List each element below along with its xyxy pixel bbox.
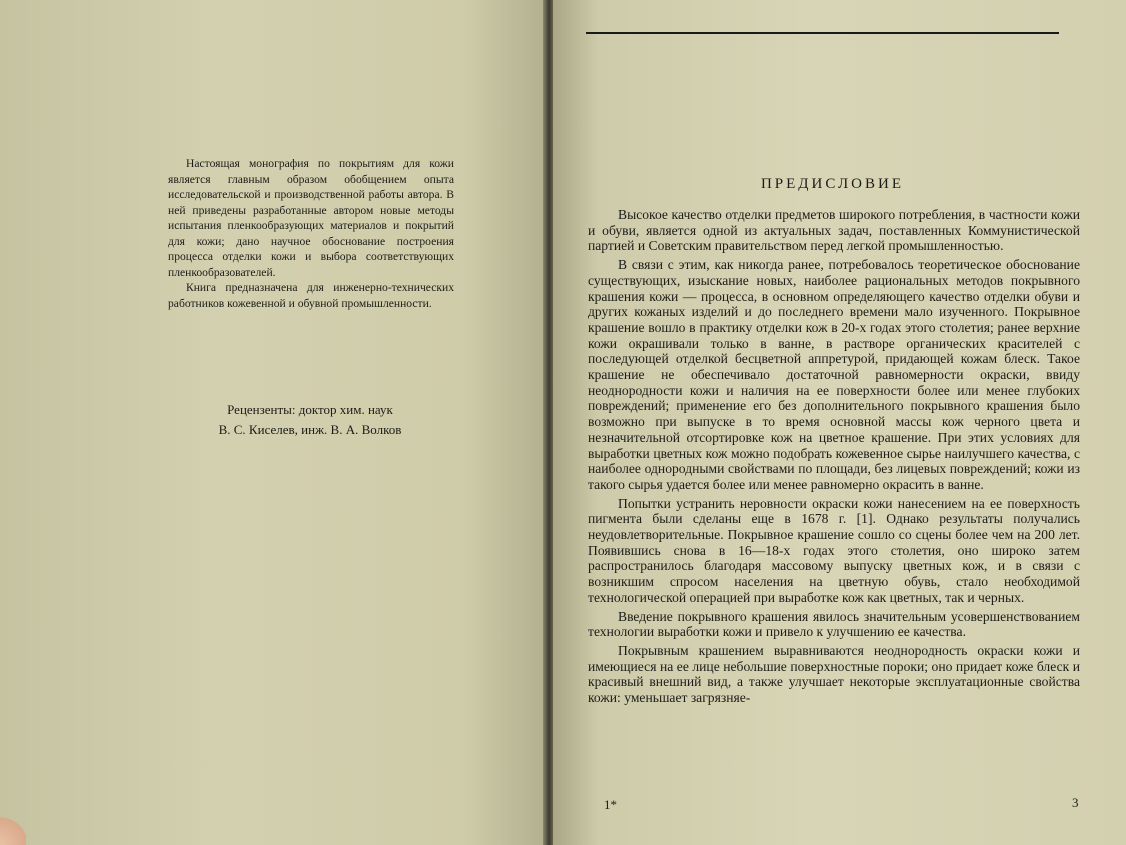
preface-paragraph: Высокое качество отделки предметов широкого потребления, в частности кожи и обуви, является одной из актуальных задач, поставленных Коммунистической партией и Советским правительством перед легкой промышленностью. bbox=[588, 207, 1080, 254]
annotation-paragraph: Настоящая монография по покрытиям для кожи является главным образом обобщением опыта исследовательской и производственной работы автора. В ней приведены разработанные автором новые методы испытания пленкообразующих материалов и покрытий для кожи; дано научное обоснование построения процесса отделки кожи и выбора соответствующих пленкообразователей. bbox=[168, 157, 454, 279]
signature-mark: 1* bbox=[604, 797, 617, 812]
finger-shadow bbox=[0, 808, 26, 845]
annotation-paragraph: Книга предназначена для инженерно-технических работников кожевенной и обувной промышленности. bbox=[168, 281, 454, 310]
reviewers-block bbox=[160, 400, 460, 440]
preface-paragraph: В связи с этим, как никогда ранее, потребовалось теоретическое обоснование существующих, изыскание новых, наиболее рациональных методов покрывного крашения кожи — процесса, в основном определяющего качество отделки обуви и других кожаных изделий и до последнего времени мало изученного. Покрывное крашение вошло в практику отделки кож в 20-х годах этого столетия; ранее верхние кожи окрашивали только в ванне, в растворе органических красителей с последующей отделкой бесцветной аппретурой, придающей кожам блеск. Такое крашение не обеспечивало достаточной равномерности окраски, ввиду неоднородности кожи и наличия на ее поверхности более или менее глубоких повреждений; применение его без дополнительного покрывного крашения было возможно при выпуске в то время основной массы кож черного цвета и незначительной отсортировке кож на цветное крашение. При этих условиях для выработки цветных кож можно подобрать кожевенное сырье наилучшего качества, с наиболее однородными свойствами по площади, без лицевых повреждений; кожи из такого сырья удается более или менее равномерно окрасить в ванне. bbox=[588, 257, 1080, 492]
reviewers-title: Рецензенты: доктор хим. наук bbox=[227, 402, 393, 417]
preface-paragraph: Попытки устранить неровности окраски кожи нанесением на ее поверхность пигмента были сделаны еще в 1678 г. [1]. Однако результаты получались неудовлетворительные. Покрывное крашение сошло со сцены более чем на 200 лет. Появившись снова в 16—18-х годах этого столетия, оно широко затем распространилось благодаря массовому выпуску цветных кож, и в связи с возникшим спросом населения на цветную обувь, стало необходимой технологической операцией при выработке кож как цветных, так и черных. bbox=[588, 495, 1080, 605]
header-rule bbox=[586, 32, 1059, 34]
reviewers-names: В. С. Киселев, инж. В. А. Волков bbox=[218, 422, 402, 437]
preface-paragraph: Введение покрывного крашения явилось значительным усовершенствованием технологии выработки кожи и привело к улучшению ее качества. bbox=[588, 608, 1080, 640]
preface-paragraph: Покрывным крашением выравниваются неоднородность окраски кожи и имеющиеся на ее лице небольшие поверхностные пороки; оно придает коже блеск и красивый внешний вид, а также улучшает некоторые эксплуатационные свойства кожи: уменьшает загрязняе- bbox=[588, 642, 1080, 706]
book-annotation bbox=[168, 156, 454, 311]
left-page bbox=[0, 0, 545, 845]
preface-text bbox=[588, 207, 1080, 709]
page-title: ПРЕДИСЛОВИЕ bbox=[760, 176, 905, 192]
page-number: 3 bbox=[1072, 795, 1079, 810]
